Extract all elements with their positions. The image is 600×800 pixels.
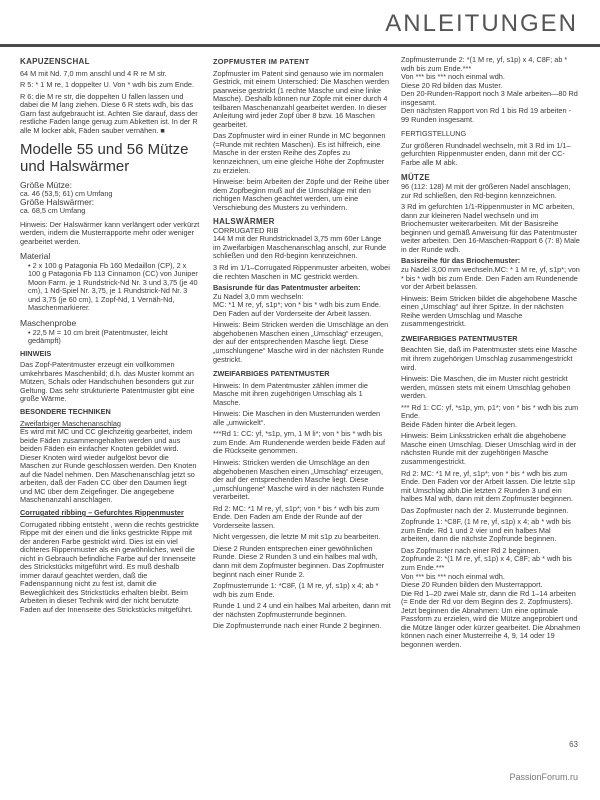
paragraph: Zopfmusterrunde 2: *(1 M re, yf, s1p) x 4, C8F; ab * wdh bis zum Ende.*** xyxy=(401,55,568,73)
subheading: Zweifarbiger Maschenanschlag xyxy=(20,418,121,428)
paragraph: Hinweise: beim Arbeiten der Zöpfe und der Reihe über dem Zopfbeginn muß auf die Umschläge mit den richtigen Maschen geachtet werden, um eine Verschiebung des Musters zu verhindern. xyxy=(213,177,390,212)
paragraph: 96 (112: 128) M mit der größeren Nadel anschlagen, zur Rd schließen, den Rd-beginn kennzeichnen. xyxy=(401,182,571,200)
size-neck-label: Größe Halswärmer: xyxy=(20,197,95,208)
paragraph: MC: *1 M re, yf, s1p*; von * bis * wdh bis zum Ende. Den Faden auf der Vorderseite der Arbeit lassen. xyxy=(213,300,381,318)
subheading: Basisreihe für das Briochemuster: xyxy=(401,256,521,266)
model-title: Modelle 55 und 56 Mütze und Halswärmer xyxy=(20,141,189,176)
paragraph: zu Nadel 3,00 mm wechseln.MC: * 1 M re, yf, s1p*; von * bis * wdh bis zum Ende. Den Faden am Rundenende vor der Arbeit belassen. xyxy=(401,265,580,292)
paragraph: Diese 20 Runden bilden den Musterrapport. xyxy=(401,580,543,590)
paragraph: R 5: * 1 M re, 1 doppelter U. Von * wdh bis zum Ende. xyxy=(20,80,194,90)
paragraph: 3 Rd im gefurchten 1/1-Rippenmuster in MC arbeiten, dann zur kleineren Nadel wechseln und im Briochemuster weiterarbeiten. Mit der Basisreihe beginnen und gemäß Anweisung für das Patentmuster weiter arbeiten. Den 16-Maschen-Rapport 6 (7: 8) Male in der Runde wdh. xyxy=(401,202,580,254)
watermark: PassionForum.ru xyxy=(509,772,578,782)
paragraph: Hinweis: Beim Stricken bildet die abgehobene Masche einen „Umschlag“ auf ihrer Spitze. In der nächsten Reihe werden Umschlag und Masche zusammengestrickt. xyxy=(401,293,578,329)
heading-kapuzenschal: KAPUZENSCHAL xyxy=(20,57,90,66)
page-header xyxy=(0,0,600,50)
size-neck-value: ca. 68,5 cm Umfang xyxy=(20,206,86,216)
paragraph: Hinweis: Die Maschen, die im Muster nicht gestrickt werden, müssen stets mit einem Umschlag gehoben werden. xyxy=(401,374,571,401)
paragraph: *** Rd 1: CC: yf, *s1p, ym, p1*; von * bis * wdh bis zum Ende. xyxy=(401,402,579,421)
paragraph: Hinweis: Die Maschen in den Musterrunden werden alle „umwickelt“. xyxy=(213,409,381,427)
paragraph: ***Rd 1: CC: yf, *s1p, yrn, 1 M li*; von * bis * wdh bis zum Ende. Am Rundenende werden beide Fäden auf die Rückseite genommen. xyxy=(213,429,386,456)
gauge-label: Maschenprobe xyxy=(20,318,77,329)
paragraph: Den 20-Runden-Rapport noch 3 Male arbeiten—80 Rd insgesamt. xyxy=(401,89,578,107)
heading-patent: ZWEIFARBIGES PATENTMUSTER xyxy=(213,369,330,379)
heading-patent-2: ZWEIFARBIGES PATENTMUSTER xyxy=(401,333,518,343)
gauge-value: • 22,5 M = 10 cm breit (Patentmuster, leicht gedämpft) xyxy=(28,327,168,346)
paragraph: Rd 2: MC: *1 M re, yf, s1p*; von * bis * wdh bis zum Ende. Den Faden vor der Arbeit lassen. Die letzte s1p mit Umschlag abh.Die letzten 2 Runden 3 und ein halbes Mal wdh, dann mit dem Zopfmuster beginnen. xyxy=(401,468,576,504)
paragraph: Corrugated ribbing entsteht , wenn die rechts gestrickte Rippe mit der einen und die links gestrickte Rippe mit der anderen Farbe gestrickt wird. Dies ist ein viel dichteres Rippenmuster als ein gewöhnliches, weil die nicht in Gebrauch befindliche Farbe auf der Innenseite des Strickstücks mitgeführt wird. Es muß deshalb immer darauf geachtet werden, daß die Fadenspannung nicht zu fest ist, damit die Beweglichkeit des Strickstücks erhalten bleibt. Beim Arbeiten in dieser Technik wird der nicht benutzte Faden auf der Innenseite des Strickstücks mitgeführt. xyxy=(20,519,199,614)
paragraph: Das Zopfmuster nach der 2. Musterrunde beginnen. xyxy=(401,505,569,515)
paragraph: Runde 1 und 2 4 und ein halbes Mal arbeiten, dann mit der nächsten Zopfmusterrunde beginnen. xyxy=(213,601,391,619)
subheading: Corrugated ribbing – Gefurchtes Rippenmuster xyxy=(20,507,184,517)
paragraph: Rd 2: MC: *1 M re, yf, s1p*; von * bis * wdh bis zum Ende. Den Faden am Ende der Runde auf der Vorderseite lassen. xyxy=(213,503,380,530)
paragraph: Zopfrunde 1: *C8F, (1 M re, yf, s1p) x 4; ab * wdh bis zum Ende. Rd 1 und 2 vier und ein halbes Mal arbeiten, dann die nächste Zopfrunde beginnen. xyxy=(401,517,571,544)
paragraph: Das Zopfmuster nach einer Rd 2 beginnen. xyxy=(401,545,541,555)
heading-fertigstellung: FERTIGSTELLUNG xyxy=(401,129,467,139)
paragraph: Das Zopf-Patentmuster erzeugt ein vollkommen umkehrbares Maschenbild; d.h. das Muster kommt an Mützen, Schals oder Handschuhen besonders gut zur Geltung. Das sehr strukturierte Patentmuster gibt eine große Wärme. xyxy=(20,360,195,404)
paragraph: Hinweis: Beim Linksstricken erhält die abgehobene Masche einen Umschlag. Dieser Umschlag wird in der nächsten Runde mit der zugehörigen Masche zusammengestrickt. xyxy=(401,431,577,466)
paragraph: 3 Rd im 1/1–Corrugated Rippenmuster arbeiten, wobei die rechten Maschen in MC gestrickt werden. xyxy=(213,263,390,281)
paragraph: Die Zopfmusterrunde nach einer Runde 2 beginnen. xyxy=(213,621,382,631)
section-title: ANLEITUNGEN xyxy=(385,10,578,37)
material-list: • 2 x 100 g Patagonia Fb 160 Medaillon (CP), 2 x 100 g Patagonia Fb 113 Cinnamon (CC) von Juniper Moon Farm. je 1 Rundstrick-Nd Nr. 3 und 3,75 (je 40 cm), 1 Nd-Spiel Nr. 3,75, je 1 Rundstrick-Nd Nr. 3 und 3,75 (je 60 cm), 1 Zopf-Nd, 1 Vernäh-Nd, Maschenmarkierer. xyxy=(28,260,198,313)
paragraph: Zopfmuster im Patent sind genauso wie im normalen Gestrick, mit einem Unterschied: Die Maschen werden paarweise gestrickt (1 rechte Masche und eine linke Masche). Deshalb können nur Zöpfe mit einer durch 4 teilbaren Maschenanzahl gearbeitet werden. In dieser Anleitung wird jeder Zopf über 8 bzw. 16 Maschen gearbeitet. xyxy=(213,68,390,129)
column-1 xyxy=(20,56,200,618)
paragraph: Von *** bis *** noch einmal wdh. xyxy=(401,571,505,581)
column-2 xyxy=(213,56,391,634)
paragraph: Diese 20 Rd bilden das Muster. xyxy=(401,80,503,90)
paragraph: Diese 2 Runden entsprechen einer gewöhnlichen Runde. Diese 2 Runden 3 und ein halbes mal wdh, dann mit dem Zopfmuster beginnen. Das Zopfmuster beginnt nach einer Runde 2. xyxy=(213,543,385,579)
paragraph: Die Rd 1–20 zwei Male str, dann die Rd 1–14 arbeiten (= Ende der Rd vor dem Beginn des 2. Zopfmusters). Jetzt beginnen die Abnahmen: Um eine optimale Passform zu erzielen, wird die Mütze angeprobiert und die Mütze länger oder kürzer gearbeitet. Die Abnahmen können nach einer Musterreihe 4, 9, 14 oder 19 begonnen werden. xyxy=(401,588,581,649)
paragraph: Das Zopfmuster wird in einer Runde in MC begonnen (=Runde mit rechten Maschen). Es ist hilfreich, eine Masche in der ersten Reihe des Zopfes zu kennzeichnen, um eine gleiche Höhe der Zopfmuster zu erzielen. xyxy=(213,131,386,175)
page-number: 63 xyxy=(569,740,578,749)
paragraph: Zur größeren Rundnadel wechseln, mit 3 Rd im 1/1–gefurchten Rippenmuster enden, dann mit der CC-Farbe alle M abk. xyxy=(401,140,571,168)
heading-zopfmuster: ZOPFMUSTER IM PATENT xyxy=(213,57,310,66)
paragraph: R 6: die M re str, die doppelten U fallen lassen und dabei die M lang ziehen. Diese 6 R stets wdh, bis das Garn fast aufgebraucht ist. Achten Sie darauf, dass der restliche Faden lange genug zum Abketten ist. In der R alle M locker abk, Fäden sauber vernähen. ■ xyxy=(20,91,198,135)
heading-hinweis: HINWEIS xyxy=(20,348,52,358)
material-label: Material xyxy=(20,251,51,262)
paragraph: Es wird mit MC und CC gleichzeitig gearbeitet, indem beide Fäden zusammengehalten werden und aus beiden Fäden ein einfacher Knoten gebildet wird. Dieser Knoten wird wieder aufgelöst bevor die Maschen zur Runde geschlossen werden. Den Knoten auf die Nadel nehmen. Den Maschenanschlag jetzt so arbeiten, daß der Faden CC über den Daumen liegt und MC über dem Zeigefinger. Die angegebene Maschenanzahl anschlagen. xyxy=(20,427,197,505)
heading-techniques: BESONDERE TECHNIKEN xyxy=(20,406,111,416)
heading-muetze: MÜTZE xyxy=(401,172,431,182)
paragraph: Beide Fäden hinter die Arbeit legen. xyxy=(401,419,518,429)
subheading: CORRUGATED RIB xyxy=(213,225,279,235)
paragraph: 144 M mit der Rundstricknadel 3,75 mm 60er Länge im Zweifarbigen Maschenanschlag anschl, zur Runde schließen und den Rd-beginn kennzeichnen. xyxy=(213,234,387,261)
column-3 xyxy=(401,56,581,652)
paragraph: Zopfmusterrunde 1: *C8F, (1 M re, yf, s1p) x 4; ab * wdh bis zum Ende. xyxy=(213,581,379,599)
paragraph: Beachten Sie, daß im Patentmuster stets eine Masche mit ihrem zugehörigen Umschlag zusammengestrickt wird. xyxy=(401,345,578,372)
header-rule xyxy=(0,44,600,47)
paragraph: Hinweis: Der Halswärmer kann verlängert oder verkürzt werden, indem die Musterrapporte mehr oder weniger gearbeitet werden. xyxy=(20,219,200,246)
paragraph: Von *** bis *** noch einmal wdh. xyxy=(401,72,505,82)
heading-halswaermer: HALSWÄRMER xyxy=(213,217,275,227)
paragraph: Zopfrunde 2: *(1 M re, yf, s1p) x 4, C8F; ab * wdh bis zum Ende.*** xyxy=(401,554,572,572)
paragraph: Zu Nadel 3,0 mm wechseln: xyxy=(213,291,304,301)
paragraph: Nicht vergessen, die letzte M mit s1p zu bearbeiten. xyxy=(213,532,381,542)
paragraph: Hinweis: Stricken werden die Umschläge an den abgehobenen Maschen einen „Umschlag“ erzeugen, der auf der entsprechenden Masche liegt. Diese „umschlungene“ Masche wird in der nächsten Runde verarbeitet. xyxy=(213,457,384,502)
paragraph: Hinweis: In dem Patentmuster zählen immer die Masche mit ihren zugehörigen Umschlag als 1 Masche. xyxy=(213,380,368,407)
paragraph: 64 M mit Nd. 7,0 mm anschl und 4 R re M str. xyxy=(20,68,167,78)
subheading: Basisrunde für das Patentmuster arbeiten: xyxy=(213,283,361,293)
paragraph: Den nächsten Rapport von Rd 1 bis Rd 19 arbeiten - 99 Runden insgesamt. xyxy=(401,106,571,124)
size-cap-label: Größe Mütze: xyxy=(20,180,72,191)
size-cap-value: ca. 46 (53,5; 61) cm Umfang xyxy=(20,188,113,198)
paragraph: Hinweis: Beim Stricken werden die Umschläge an den abgehobenen Maschen einen „Umschlag“ erzeugen, der auf der entsprechenden Masche liegt. Diese „umschlungene“ Masche wird in der nächsten Runde gestrickt. xyxy=(213,320,389,364)
